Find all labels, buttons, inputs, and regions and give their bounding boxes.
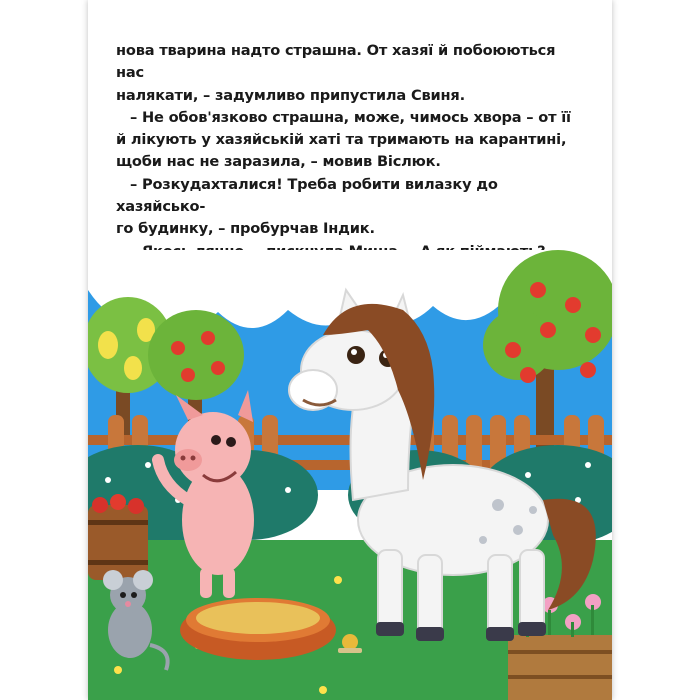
story-line: щоби нас не заразила, – мовив Віслюк. (116, 153, 441, 171)
story-line: налякати, – задумливо припустила Свиня. (116, 86, 465, 104)
story-line: – Розкудахталися! Треба робити вилазку до хазяйсько- (116, 175, 498, 216)
book-page (88, 0, 612, 700)
food-bowl (180, 598, 336, 660)
story-line: й лікують у хазяйській хаті та тримають на карантині, (116, 131, 567, 149)
farm-illustration (88, 250, 612, 700)
story-line: го будинку, – пробурчав Індик. (116, 220, 375, 238)
story-line: нова тварина надто страшна. От хазяї й побоюються нас (116, 42, 556, 82)
story-line: – Не обов'язково страшна, може, чимось хвора – от її (130, 108, 571, 126)
apple-barrel (88, 494, 148, 580)
